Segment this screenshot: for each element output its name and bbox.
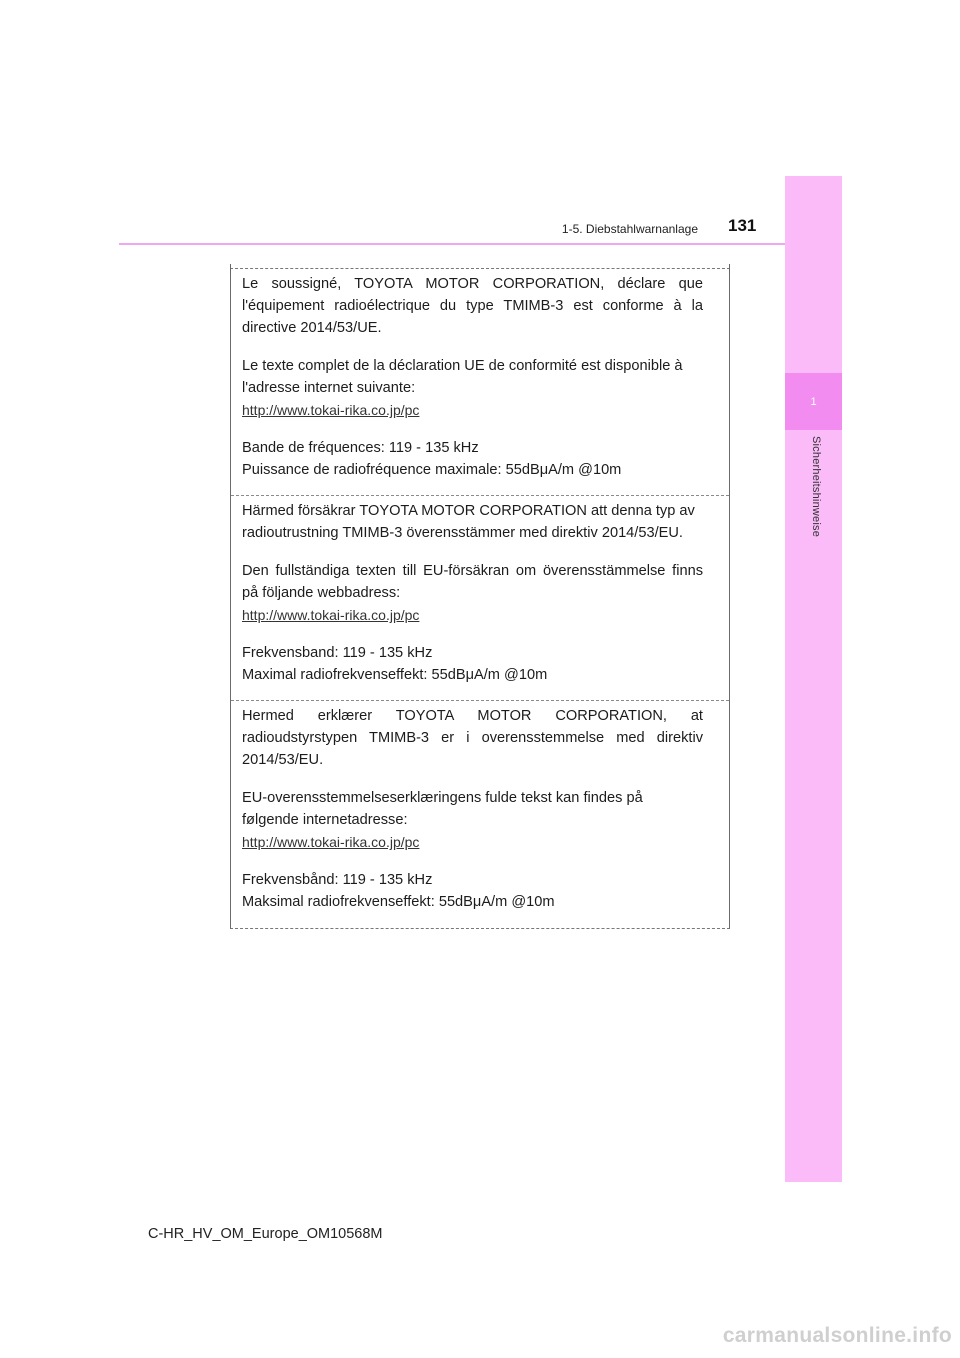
- danish-declaration-link[interactable]: http://www.tokai-rika.co.jp/pc: [242, 834, 420, 850]
- section-divider: [231, 700, 729, 701]
- document-id: C-HR_HV_OM_Europe_OM10568M: [148, 1226, 383, 1242]
- danish-frequency-band: Frekvensbånd: 119 - 135 kHz: [242, 872, 433, 888]
- french-availability-text: Le texte complet de la déclaration UE de conformité est disponible à l'adresse internet suivante:: [242, 358, 683, 396]
- declaration-swedish: [231, 500, 729, 686]
- swedish-availability-text: Den fullständiga texten till EU-försäkran om överensstämmelse finns på följande webbadress:: [242, 563, 703, 601]
- french-frequency-band: Bande de fréquences: 119 - 135 kHz: [242, 440, 479, 456]
- declaration-box: [230, 268, 730, 929]
- page-number: 131: [728, 216, 757, 235]
- danish-max-power: Maksimal radiofrekvenseffekt: 55dBμA/m @10m: [242, 894, 555, 910]
- section-divider: [231, 495, 729, 496]
- chapter-side-strip: [785, 176, 842, 1182]
- french-declaration-text: Le soussigné, TOYOTA MOTOR CORPORATION, déclare que l'équipement radioélectrique du type TMIMB-3 est conforme à la directive 2014/53/UE.: [242, 276, 703, 336]
- swedish-max-power: Maximal radiofrekvenseffekt: 55dBμA/m @10m: [242, 667, 548, 683]
- chapter-title-vertical: Sicherheitshinweise: [810, 436, 822, 538]
- french-declaration-link[interactable]: http://www.tokai-rika.co.jp/pc: [242, 402, 420, 418]
- danish-declaration-text: Hermed erklærer TOYOTA MOTOR CORPORATION, at radioudstyrstypen TMIMB-3 er i overensstemmelse med direktiv 2014/53/EU.: [242, 708, 703, 768]
- french-max-power: Puissance de radiofréquence maximale: 55dBμA/m @10m: [242, 462, 622, 478]
- declaration-danish: [231, 705, 729, 913]
- site-watermark: carmanualsonline.info: [722, 1324, 952, 1347]
- declaration-french: [231, 273, 729, 481]
- swedish-declaration-text: Härmed försäkrar TOYOTA MOTOR CORPORATION att denna typ av radioutrustning TMIMB-3 överensstämmer med direktiv 2014/53/EU.: [242, 503, 695, 541]
- swedish-declaration-link[interactable]: http://www.tokai-rika.co.jp/pc: [242, 607, 420, 623]
- header-rule: [119, 243, 785, 245]
- chapter-number-tab[interactable]: 1: [785, 373, 842, 430]
- section-title: 1-5. Diebstahlwarnanlage: [561, 222, 698, 236]
- danish-availability-text: EU-overensstemmelseserklæringens fulde tekst kan findes på følgende internetadresse:: [242, 790, 643, 828]
- swedish-frequency-band: Frekvensband: 119 - 135 kHz: [242, 645, 433, 661]
